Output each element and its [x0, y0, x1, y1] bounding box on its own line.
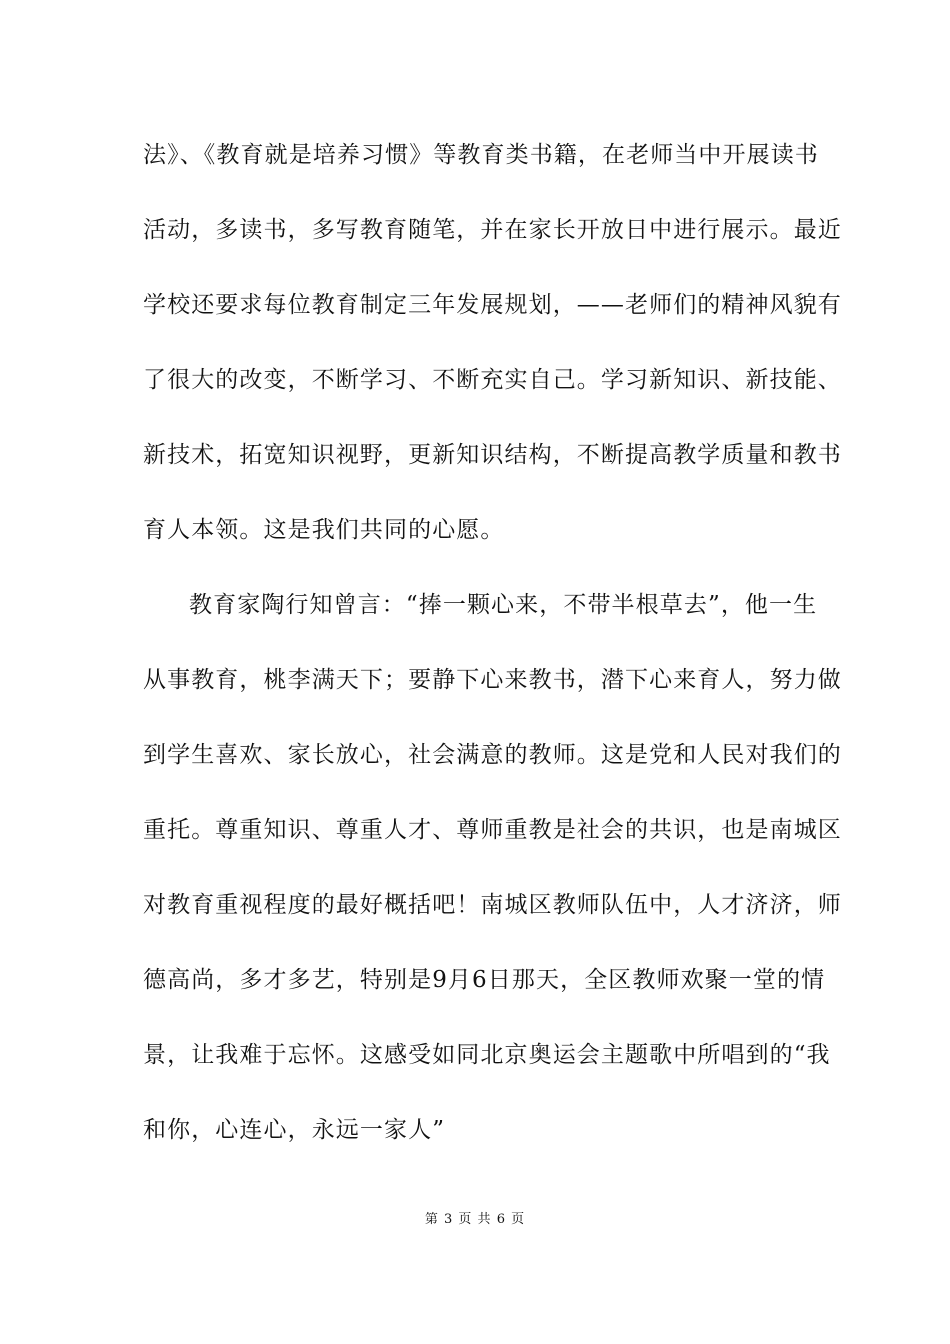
- paragraph-2-line-7: 景，让我难于忘怀。这感受如同北京奥运会主题歌中所唱到的“我: [143, 1042, 831, 1068]
- paragraph-2-line-5: 对教育重视程度的最好概括吧！南城区教师队伍中，人才济济，师: [143, 892, 842, 918]
- paragraph-1-line-2: 活动，多读书，多写教育随笔，并在家长开放日中进行展示。最近: [143, 217, 842, 243]
- paragraph-2-line-8: 和你，心连心，永远一家人”: [143, 1117, 446, 1143]
- paragraph-1-line-1: 法》、《教育就是培养习惯》等教育类书籍，在老师当中开展读书: [143, 142, 819, 168]
- paragraph-1-line-4: 了很大的改变，不断学习、不断充实自己。学习新知识、新技能、: [143, 367, 842, 393]
- paragraph-1-line-3: 学校还要求每位教育制定三年发展规划，——老师们的精神风貌有: [143, 292, 842, 318]
- paragraph-2-line-1: 教育家陶行知曾言：“捧一颗心来，不带半根草去”，他一生: [189, 592, 818, 618]
- paragraph-2-line-6: 德高尚，多才多艺，特别是9月6日那天，全区教师欢聚一堂的情: [143, 967, 826, 993]
- paragraph-1-line-6: 育人本领。这是我们共同的心愿。: [143, 517, 505, 543]
- paragraph-2-line-4: 重托。尊重知识、尊重人才、尊师重教是社会的共识，也是南城区: [143, 817, 842, 843]
- paragraph-2-line-2: 从事教育，桃李满天下；要静下心来教书，潜下心来育人，努力做: [143, 667, 842, 693]
- paragraph-1-line-5: 新技术，拓宽知识视野，更新知识结构，不断提高教学质量和教书: [143, 442, 842, 468]
- page-number-footer: 第 3 页 共 6 页: [424, 1212, 526, 1227]
- paragraph-2-line-3: 到学生喜欢、家长放心，社会满意的教师。这是党和人民对我们的: [143, 742, 842, 768]
